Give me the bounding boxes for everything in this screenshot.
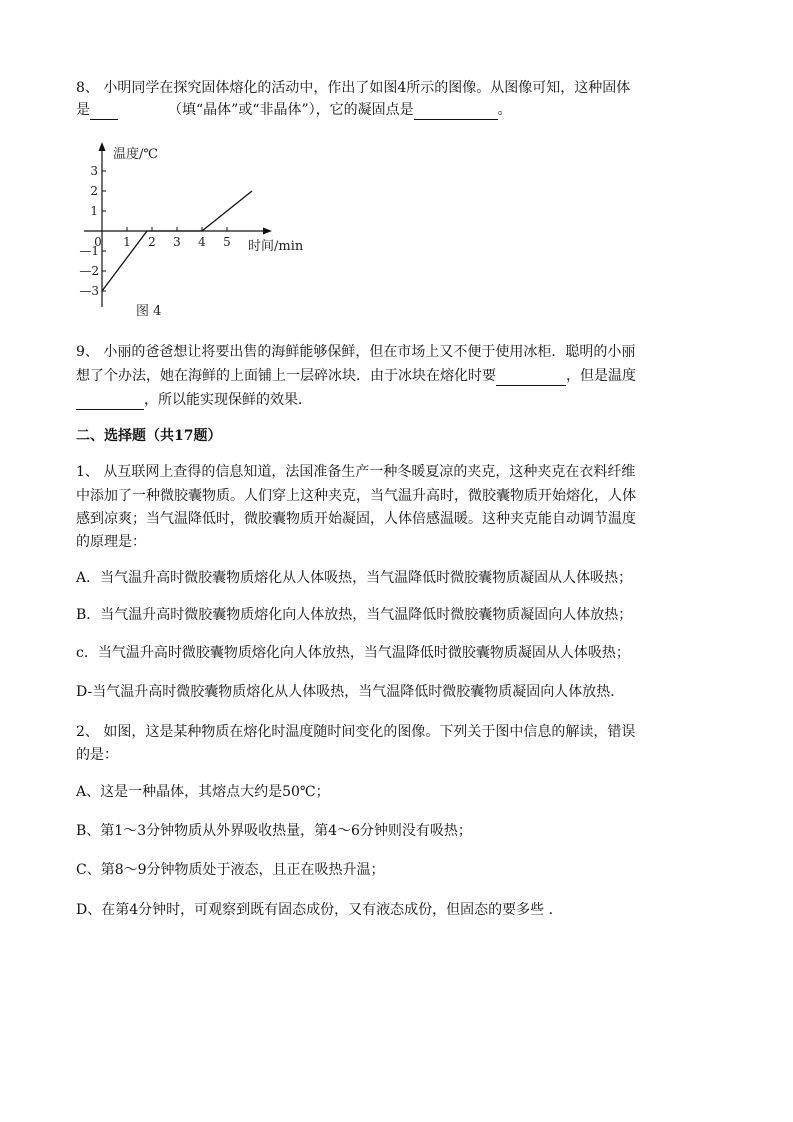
y-axis-arrow <box>99 142 106 151</box>
c1-option-b[interactable]: B．当气温升高时微胶囊物质熔化向人体放热，当气温降低时微胶囊物质凝固向人体放热； <box>76 607 633 623</box>
q9-text-end: ，所以能实现保鲜的效果． <box>144 392 312 408</box>
q8-text-pre: 是 <box>76 102 90 118</box>
q8-blank-type[interactable] <box>90 103 118 120</box>
y-tick-label: 2 <box>90 184 98 198</box>
q9-text-pre: 想了个办法，她在海鲜的上面铺上一层碎冰块．由于冰块在熔化时要 <box>76 368 496 384</box>
q8-line-1: 8、 小明同学在探究固体熔化的活动中，作出了如图4所示的图像。从图像可知，这种固体 <box>76 80 631 96</box>
y-tick-label: 3 <box>90 164 98 178</box>
c2-stem-line-1: 2、 如图，这是某种物质在熔化时温度随时间变化的图像。下列关于图中信息的解读，错误 <box>76 724 636 740</box>
y-tick-label: —2 <box>79 264 99 278</box>
y-tick-label: —1 <box>79 244 99 258</box>
q9-line-3 <box>76 390 312 410</box>
x-tick-label: 2 <box>148 235 156 249</box>
c2-option-c[interactable]: C、第8～9分钟物质处于液态，且正在吸热升温； <box>76 862 385 878</box>
q8-text-post: 。 <box>497 102 512 118</box>
q9-text-post: ，但是温度 <box>566 368 636 384</box>
q8-blank-freezing-point[interactable] <box>414 103 498 120</box>
c1-stem-line-1: 1、 从互联网上查得的信息知道，法国准备生产一种冬暖夏凉的夹克，这种夹克在衣料纤维 <box>76 464 636 480</box>
x-tick-label: 4 <box>198 235 206 249</box>
q9-blank-1[interactable] <box>496 369 566 386</box>
c1-stem-line-4: 的原理是： <box>76 534 146 550</box>
q9-blank-2[interactable] <box>76 393 144 410</box>
section-2-title: 二、选择题（共17题） <box>76 428 222 444</box>
x-tick-label: 5 <box>223 235 231 249</box>
figure-4-chart <box>76 140 326 325</box>
q9-line-1: 9、 小丽的爸爸想让将要出售的海鲜能够保鲜，但在市场上又不便于使用冰柜．聪明的小丽 <box>76 344 636 360</box>
c1-option-d[interactable]: D-当气温升高时微胶囊物质熔化从人体吸热，当气温降低时微胶囊物质凝固向人体放热． <box>76 684 625 700</box>
y-axis-label: 温度/℃ <box>113 147 158 162</box>
x-tick-label: 1 <box>123 235 131 249</box>
c2-option-d[interactable]: D、在第4分钟时，可观察到既有固态成份，又有液态成份，但固态的要多些 ． <box>76 902 563 918</box>
q8-text-mid: （填“晶体”或“非晶体”），它的凝固点是 <box>168 102 414 118</box>
y-tick-label: 1 <box>90 204 98 218</box>
y-tick-label: —3 <box>79 284 99 298</box>
figure-caption: 图 4 <box>136 304 162 319</box>
x-tick-label: 3 <box>173 235 181 249</box>
c2-option-a[interactable]: A、这是一种晶体，其熔点大约是50℃； <box>76 784 330 800</box>
c1-stem-line-2: 中添加了一种微胶囊物质。人们穿上这种夹克，当气温升高时，微胶囊物质开始熔化，人体 <box>76 488 636 504</box>
q9-line-2 <box>76 366 636 386</box>
x-axis-arrow <box>263 228 272 235</box>
c1-option-a[interactable]: A．当气温升高时微胶囊物质熔化从人体吸热，当气温降低时微胶囊物质凝固从人体吸热； <box>76 570 633 586</box>
origin-label: 0 <box>94 235 102 249</box>
c1-stem-line-3: 感到凉爽；当气温降低时，微胶囊物质开始凝固，人体倍感温暖。这种夹克能自动调节温度 <box>76 511 636 527</box>
x-axis-label: 时间/min <box>248 239 304 254</box>
c2-option-b[interactable]: B、第1～3分钟物质从外界吸收热量，第4～6分钟则没有吸热； <box>76 823 472 839</box>
c2-stem-line-2: 的是： <box>76 747 118 763</box>
q8-line-2 <box>76 100 512 120</box>
c1-option-c[interactable]: c．当气温升高时微胶囊物质熔化向人体放热，当气温降低时微胶囊物质凝固从人体吸热； <box>76 645 630 661</box>
